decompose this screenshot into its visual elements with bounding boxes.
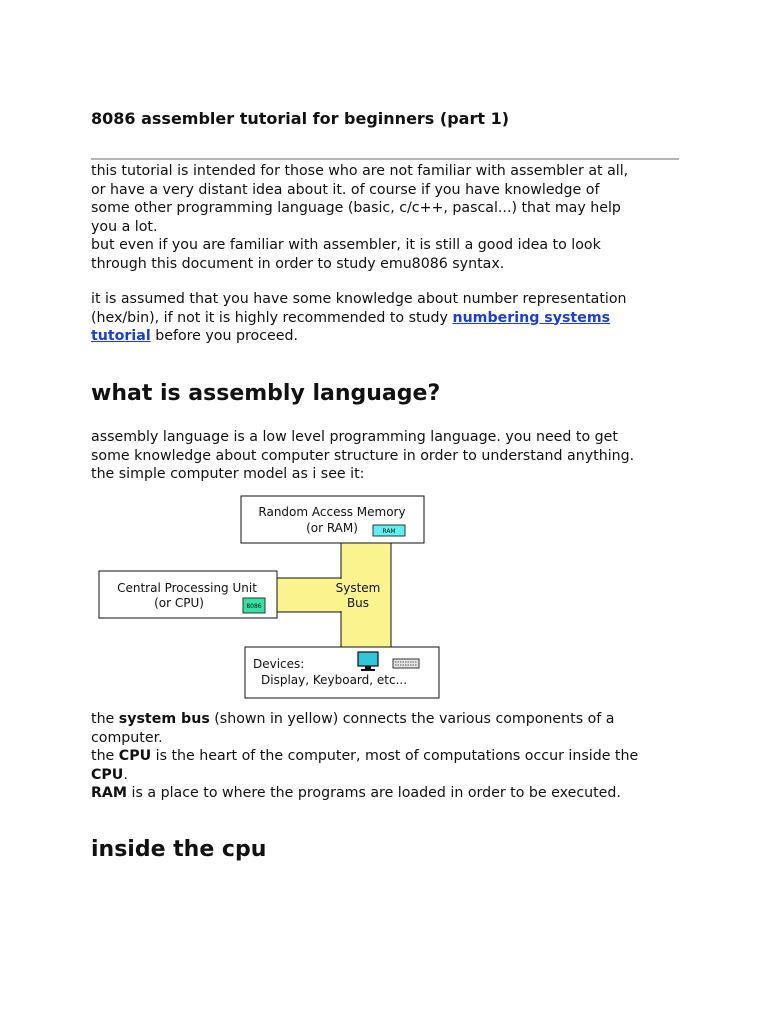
intro-line-2: or have a very distant idea about it. of course if you have knowledge of (91, 181, 600, 198)
assembly-line-3: the simple computer model as i see it: (91, 466, 365, 482)
ram-label-line-1: Random Access Memory (258, 505, 406, 519)
ram-box (241, 496, 424, 543)
title-divider (91, 158, 679, 160)
computer-model-diagram (97, 494, 442, 700)
assumed-line-3: before you proceed. (150, 328, 298, 344)
intro-line-1: this tutorial is intended for those who are not familiar with assembler at all, (91, 163, 629, 179)
cpu-term: CPU (118, 748, 152, 764)
ram-chip-label: RAM (382, 528, 396, 535)
cpu-chip-icon (243, 598, 265, 613)
numbering-systems-link[interactable] (452, 310, 610, 326)
ram-chip-icon (373, 525, 405, 536)
cpu-label-line-1: Central Processing Unit (117, 581, 257, 595)
numbering-systems-link-continued[interactable] (91, 328, 151, 344)
devices-box (245, 647, 439, 698)
assumed-paragraph (91, 290, 681, 346)
intro-line-6: through this document in order to study emu8086 syntax. (91, 255, 505, 272)
explain-line-5-post: is a place to where the programs are loaded in order to be executed. (127, 785, 621, 801)
explain-line-2: computer. (91, 729, 163, 746)
devices-label-line-2: Display, Keyboard, etc... (261, 673, 408, 687)
intro-line-5: but even if you are familiar with assembler, it is still a good idea to look (91, 237, 601, 253)
ram-term: RAM (91, 785, 128, 801)
explain-line-4-post: . (123, 766, 128, 783)
explain-line-3-post: is the heart of the computer, most of computations occur inside the (151, 748, 639, 764)
bus-label-line-2: Bus (346, 596, 370, 610)
intro-line-4: you a lot. (91, 218, 158, 235)
keyboard-icon (393, 659, 419, 668)
system-bus-term: system bus (118, 711, 210, 727)
ram-label-line-2: (or RAM) (306, 521, 358, 535)
assembly-line-2: some knowledge about computer structure in order to understand anything. (91, 447, 635, 464)
document-title: 8086 assembler tutorial for beginners (part 1) (91, 109, 510, 128)
heading-assembly-language: what is assembly language? (91, 381, 441, 406)
cpu-label-line-2: (or CPU) (154, 596, 204, 610)
assembly-paragraph (91, 428, 681, 484)
assumed-line-2: (hex/bin), if not it is highly recommended to study (91, 309, 453, 326)
system-bus-shape (277, 543, 391, 647)
cpu-term-2: CPU (91, 766, 124, 783)
heading-inside-cpu: inside the cpu (91, 837, 267, 862)
numbering-systems-link-text-2[interactable]: tutorial (91, 328, 151, 344)
explain-line-1-pre: the (91, 711, 119, 727)
assumed-line-1: it is assumed that you have some knowledge about number representation (91, 291, 627, 307)
explain-paragraph (91, 710, 681, 803)
computer-model-svg (97, 494, 442, 700)
assembly-line-1: assembly language is a low level programming language. you need to get (91, 429, 618, 445)
cpu-chip-label: 8086 (246, 603, 262, 610)
devices-label-line-1: Devices: (253, 657, 305, 671)
cpu-box (99, 571, 277, 618)
bus-label-line-1: System (335, 581, 381, 595)
explain-line-3-pre: the (91, 748, 119, 764)
numbering-systems-link-text-1[interactable]: numbering systems (452, 309, 611, 326)
intro-paragraph (91, 162, 681, 273)
intro-line-3: some other programming language (basic, c/c++, pascal...) that may help (91, 200, 621, 216)
explain-line-1-post: (shown in yellow) connects the various components of a (209, 711, 615, 727)
